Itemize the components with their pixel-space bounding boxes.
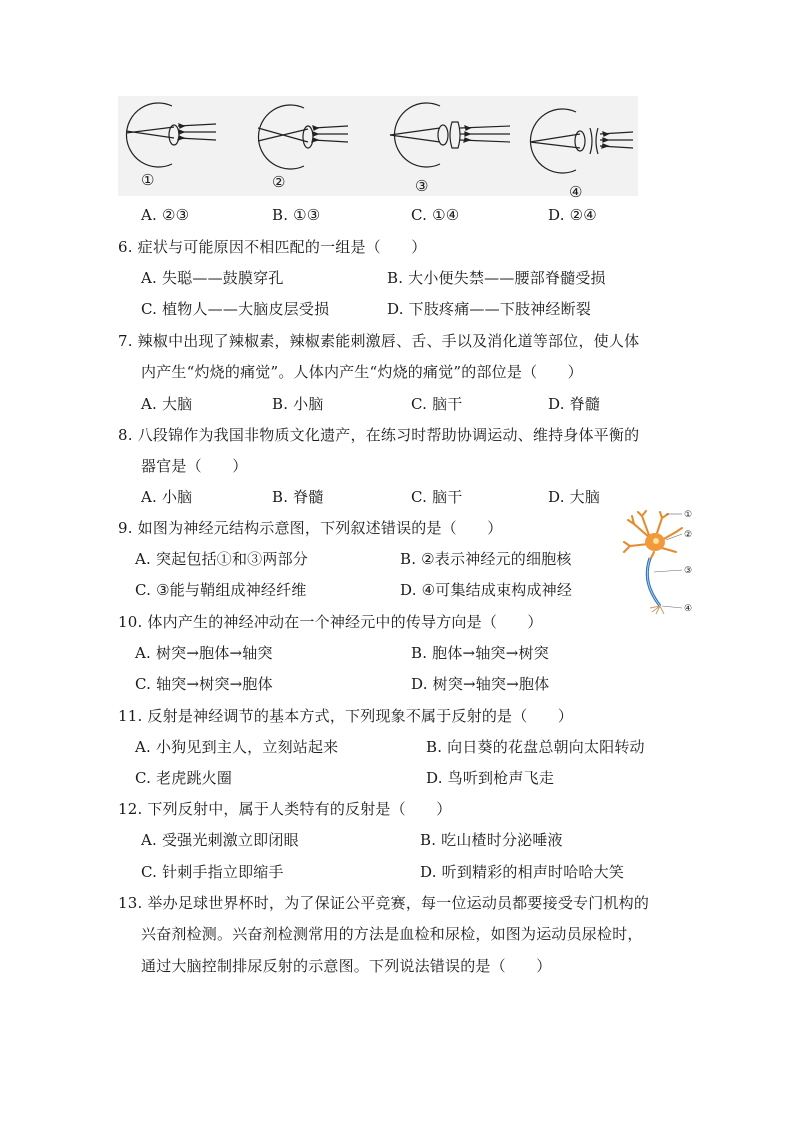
q10-option-d: D. 树突→轴突→胞体 <box>411 675 550 693</box>
q5-option-d: D. ②④ <box>548 206 597 224</box>
q10-option-b: B. 胞体→轴突→树突 <box>411 644 549 662</box>
q5-option-a: A. ②③ <box>141 206 190 224</box>
q11-option-c: C. 老虎跳火圈 <box>135 769 233 787</box>
q7-stem-line1: 7. 辣椒中出现了辣椒素，辣椒素能刺激唇、舌、手以及消化道等部位，使人体 <box>118 332 640 350</box>
q7-stem-line2: 内产生“灼烧的痛觉”。人体内产生“灼烧的痛觉”的部位是（ ） <box>141 363 583 381</box>
q8-option-c: C. 脑干 <box>411 488 463 506</box>
eye-label-4: ④ <box>569 183 583 201</box>
q6-option-c: C. 植物人——大脑皮层受损 <box>141 300 330 318</box>
neuron-label-1: ① <box>684 510 693 520</box>
q6-option-d: D. 下肢疼痛——下肢神经断裂 <box>387 300 592 318</box>
neuron-label-2: ② <box>684 530 693 540</box>
eye-label-1: ① <box>141 171 155 189</box>
q6-option-b: B. 大小便失禁——腰部脊髓受损 <box>387 269 606 287</box>
q12-option-b: B. 吃山楂时分泌唾液 <box>420 831 563 849</box>
q11-option-d: D. 鸟听到枪声飞走 <box>426 769 555 787</box>
q6-stem: 6. 症状与可能原因不相匹配的一组是（ ） <box>118 238 427 256</box>
q5-option-b: B. ①③ <box>272 206 321 224</box>
q13-stem-line3: 通过大脑控制排尿反射的示意图。下列说法错误的是（ ） <box>141 957 552 975</box>
q12-option-c: C. 针刺手指立即缩手 <box>141 863 284 881</box>
q13-stem-line2: 兴奋剂检测。兴奋剂检测常用的方法是血检和尿检，如图为运动员尿检时， <box>141 925 643 943</box>
q9-option-c: C. ③能与鞘组成神经纤维 <box>135 581 307 599</box>
eye-label-3: ③ <box>415 177 429 195</box>
q8-option-d: D. 大脑 <box>548 488 601 506</box>
q12-stem: 12. 下列反射中，属于人类特有的反射是（ ） <box>118 800 452 818</box>
q7-option-c: C. 脑干 <box>411 395 463 413</box>
q6-option-a: A. 失聪——鼓膜穿孔 <box>141 269 284 287</box>
q8-option-b: B. 脊髓 <box>272 488 324 506</box>
neuron-label-3: ③ <box>684 566 693 576</box>
q12-option-d: D. 听到精彩的相声时哈哈大笑 <box>420 863 625 881</box>
q10-option-c: C. 轴突→树突→胞体 <box>135 675 273 693</box>
q9-stem: 9. 如图为神经元结构示意图，下列叙述错误的是（ ） <box>118 519 503 537</box>
q11-option-a: A. 小狗见到主人，立刻站起来 <box>135 738 339 756</box>
q11-stem: 11. 反射是神经调节的基本方式，下列现象不属于反射的是（ ） <box>118 707 574 725</box>
q7-option-b: B. 小脑 <box>272 395 324 413</box>
q9-option-d: D. ④可集结成束构成神经 <box>400 581 573 599</box>
q9-option-a: A. 突起包括①和③两部分 <box>135 550 308 568</box>
q9-option-b: B. ②表示神经元的细胞核 <box>400 550 572 568</box>
q7-option-d: D. 脊髓 <box>548 395 601 413</box>
q8-stem-line2: 器官是（ ） <box>141 457 248 475</box>
q8-stem-line1: 8. 八段锦作为我国非物质文化遗产，在练习时帮助协调运动、维持身体平衡的 <box>118 426 640 444</box>
q13-stem-line1: 13. 举办足球世界杯时，为了保证公平竞赛，每一位运动员都要接受专门机构的 <box>118 894 650 912</box>
q10-option-a: A. 树突→胞体→轴突 <box>135 644 273 662</box>
q8-option-a: A. 小脑 <box>141 488 193 506</box>
eye-label-2: ② <box>272 173 286 191</box>
q12-option-a: A. 受强光刺激立即闭眼 <box>141 831 299 849</box>
q5-option-c: C. ①④ <box>411 206 460 224</box>
q11-option-b: B. 向日葵的花盘总朝向太阳转动 <box>426 738 645 756</box>
q10-stem: 10. 体内产生的神经冲动在一个神经元中的传导方向是（ ） <box>118 613 543 631</box>
neuron-label-4: ④ <box>684 604 693 614</box>
eye-diagrams <box>118 96 638 196</box>
q7-option-a: A. 大脑 <box>141 395 193 413</box>
neuron-diagram <box>620 510 693 618</box>
